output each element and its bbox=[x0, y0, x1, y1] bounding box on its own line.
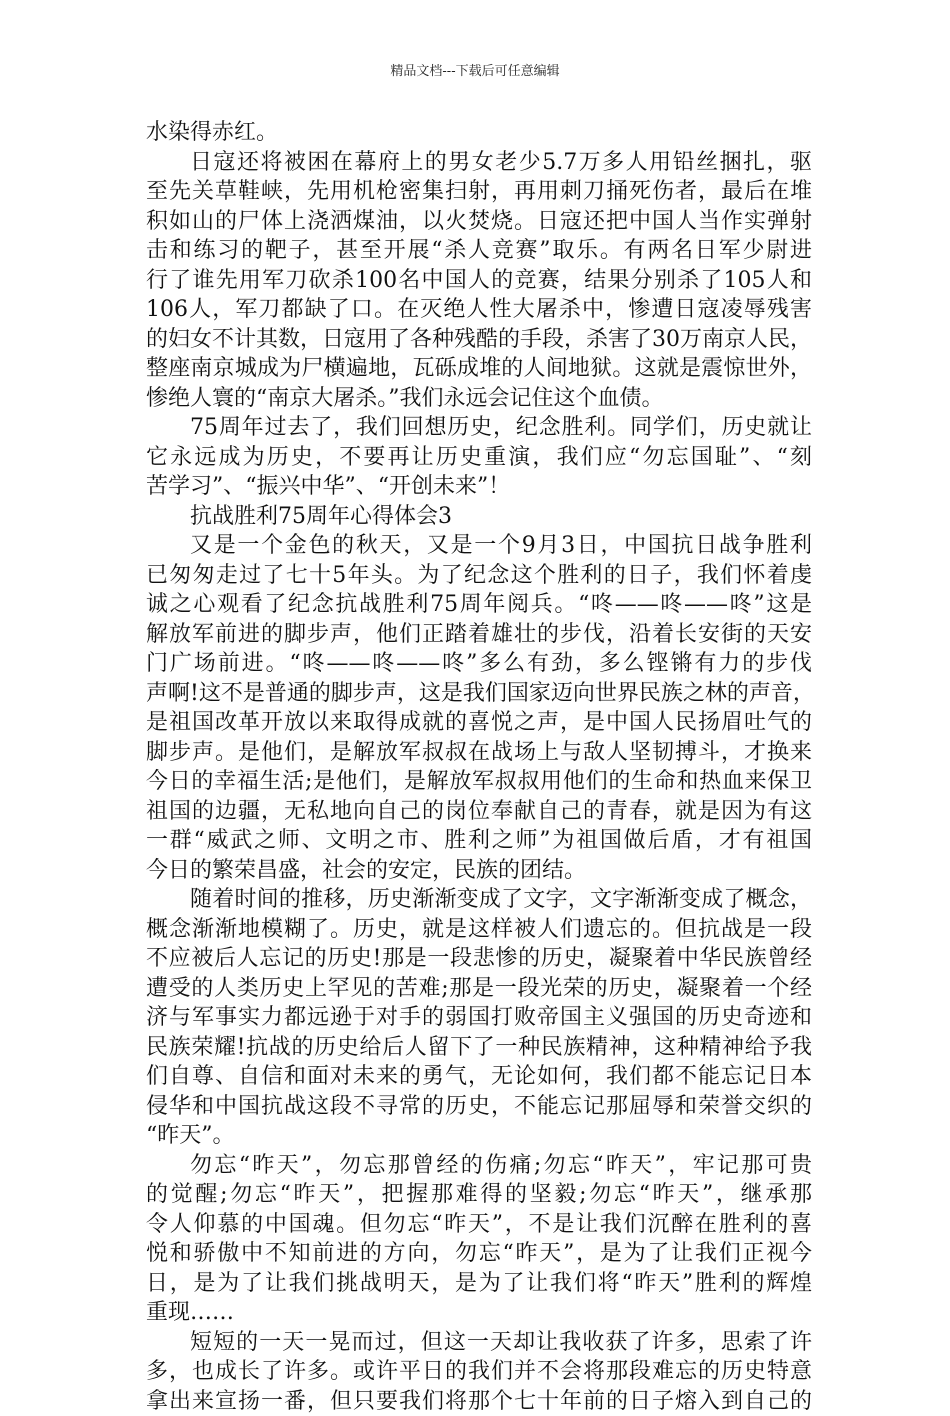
text-line: 令人仰慕的中国魂。但勿忘“昨天”，不是让我们沉醉在胜利的喜 bbox=[146, 1210, 812, 1240]
text-line: 是祖国改革开放以来取得成就的喜悦之声，是中国人民扬眉吐气的 bbox=[146, 708, 812, 738]
document-body bbox=[146, 118, 812, 1416]
text-line: 惨绝人寰的“南京大屠杀。”我们永远会记住这个血债。 bbox=[146, 384, 812, 414]
text-line: 积如山的尸体上浇洒煤油，以火焚烧。日寇还把中国人当作实弹射 bbox=[146, 207, 812, 237]
text-line: 声啊!这不是普通的脚步声，这是我们国家迈向世界民族之林的声音， bbox=[146, 679, 812, 709]
text-line: 行了谁先用军刀砍杀100名中国人的竞赛，结果分别杀了105人和 bbox=[146, 266, 812, 296]
text-line: 拿出来宣扬一番，但只要我们将那个七十年前的日子熔入到自己的 bbox=[146, 1387, 812, 1416]
text-line: “昨天”。 bbox=[146, 1121, 812, 1151]
text-line: 106人，军刀都缺了口。在灭绝人性大屠杀中，惨遭日寇凌辱残害 bbox=[146, 295, 812, 325]
text-line: 的妇女不计其数，日寇用了各种残酷的手段，杀害了30万南京人民， bbox=[146, 325, 812, 355]
text-line: 75周年过去了，我们回想历史，纪念胜利。同学们，历史就让 bbox=[146, 413, 812, 443]
text-line: 诚之心观看了纪念抗战胜利75周年阅兵。“咚——咚——咚”这是 bbox=[146, 590, 812, 620]
text-line: 苦学习”、“振兴中华”、“开创未来”！ bbox=[146, 472, 812, 502]
text-line: 今日的繁荣昌盛，社会的安定，民族的团结。 bbox=[146, 856, 812, 886]
text-line: 整座南京城成为尸横遍地，瓦砾成堆的人间地狱。这就是震惊世外， bbox=[146, 354, 812, 384]
text-line: 击和练习的靶子，甚至开展“杀人竞赛”取乐。有两名日军少尉进 bbox=[146, 236, 812, 266]
text-line: 祖国的边疆，无私地向自己的岗位奉献自己的青春，就是因为有这 bbox=[146, 797, 812, 827]
text-line: 至先关草鞋峡，先用机枪密集扫射，再用刺刀捅死伤者，最后在堆 bbox=[146, 177, 812, 207]
text-line: 济与军事实力都远逊于对手的弱国打败帝国主义强国的历史奇迹和 bbox=[146, 1003, 812, 1033]
text-line: 的觉醒;勿忘“昨天”，把握那难得的坚毅;勿忘“昨天”，继承那 bbox=[146, 1180, 812, 1210]
text-line: 们自尊、自信和面对未来的勇气，无论如何，我们都不能忘记日本 bbox=[146, 1062, 812, 1092]
text-line: 短短的一天一晃而过，但这一天却让我收获了许多，思索了许 bbox=[146, 1328, 812, 1358]
text-line: 多，也成长了许多。或许平日的我们并不会将那段难忘的历史特意 bbox=[146, 1357, 812, 1387]
page-header: 精品文档---下载后可任意编辑 bbox=[0, 60, 950, 79]
text-line: 日，是为了让我们挑战明天，是为了让我们将“昨天”胜利的辉煌 bbox=[146, 1269, 812, 1299]
text-line: 今日的幸福生活;是他们，是解放军叔叔用他们的生命和热血来保卫 bbox=[146, 767, 812, 797]
text-line: 随着时间的推移，历史渐渐变成了文字，文字渐渐变成了概念， bbox=[146, 885, 812, 915]
text-line: 脚步声。是他们，是解放军叔叔在战场上与敌人坚韧搏斗，才换来 bbox=[146, 738, 812, 768]
text-line: 侵华和中国抗战这段不寻常的历史，不能忘记那屈辱和荣誉交织的 bbox=[146, 1092, 812, 1122]
text-line: 重现…… bbox=[146, 1298, 812, 1328]
text-line: 悦和骄傲中不知前进的方向，勿忘“昨天”，是为了让我们正视今 bbox=[146, 1239, 812, 1269]
text-line: 勿忘“昨天”，勿忘那曾经的伤痛;勿忘“昨天”，牢记那可贵 bbox=[146, 1151, 812, 1181]
text-line: 已匆匆走过了七十5年头。为了纪念这个胜利的日子，我们怀着虔 bbox=[146, 561, 812, 591]
text-line: 遭受的人类历史上罕见的苦难;那是一段光荣的历史，凝聚着一个经 bbox=[146, 974, 812, 1004]
text-line: 它永远成为历史，不要再让历史重演，我们应“勿忘国耻”、“刻 bbox=[146, 443, 812, 473]
text-line: 民族荣耀!抗战的历史给后人留下了一种民族精神，这种精神给予我 bbox=[146, 1033, 812, 1063]
section-heading: 抗战胜利75周年心得体会3 bbox=[146, 502, 812, 532]
text-line: 日寇还将被困在幕府上的男女老少5.7万多人用铅丝捆扎，驱 bbox=[146, 148, 812, 178]
text-line: 门广场前进。“咚——咚——咚”多么有劲，多么铿锵有力的步伐 bbox=[146, 649, 812, 679]
text-line: 解放军前进的脚步声，他们正踏着雄壮的步伐，沿着长安街的天安 bbox=[146, 620, 812, 650]
text-line: 又是一个金色的秋天，又是一个9月3日，中国抗日战争胜利 bbox=[146, 531, 812, 561]
text-line: 水染得赤红。 bbox=[146, 118, 812, 148]
text-line: 不应被后人忘记的历史!那是一段悲惨的历史，凝聚着中华民族曾经 bbox=[146, 944, 812, 974]
text-line: 一群“威武之师、文明之市、胜利之师”为祖国做后盾，才有祖国 bbox=[146, 826, 812, 856]
text-line: 概念渐渐地模糊了。历史，就是这样被人们遗忘的。但抗战是一段 bbox=[146, 915, 812, 945]
